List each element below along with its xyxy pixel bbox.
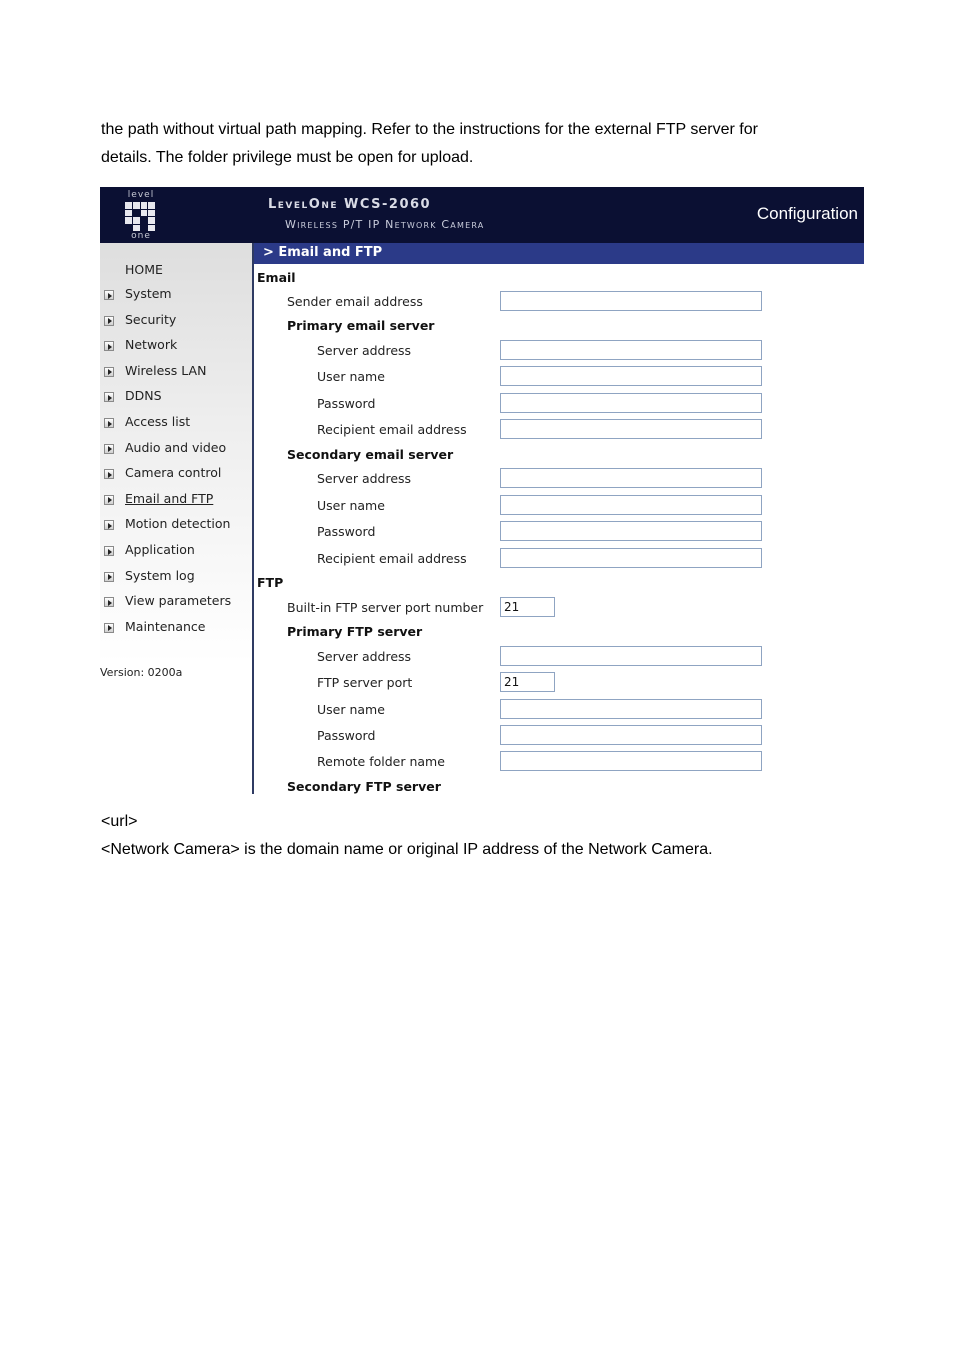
intro-line-1: the path without virtual path mapping. Refer to the instructions for the external FTP server for <box>101 121 758 138</box>
secondary-email-server-input[interactable] <box>500 468 762 488</box>
page-heading-configuration: Configuration <box>756 204 858 223</box>
arrow-right-icon <box>104 623 114 633</box>
builtin-ftp-port-label: Built-in FTP server port number <box>287 600 484 615</box>
primary-email-user-label: User name <box>317 369 385 384</box>
primary-email-server-label: Server address <box>317 343 412 358</box>
primary-ftp-server-input[interactable] <box>500 646 762 666</box>
primary-ftp-port-row <box>100 675 864 696</box>
sidebar-item-label: DDNS <box>125 388 162 404</box>
sidebar-item-label: Audio and video <box>125 439 227 455</box>
primary-ftp-server-row <box>100 649 864 670</box>
sidebar-item-maintenance[interactable] <box>100 619 250 639</box>
sidebar-item-label: Application <box>125 542 195 557</box>
secondary-email-recipient-label: Recipient email address <box>317 551 467 566</box>
primary-ftp-password-row <box>100 728 864 749</box>
section-title: > Email and FTP <box>263 245 383 260</box>
primary-email-user-row <box>100 369 864 390</box>
product-brand: LevelOne WCS-2060 <box>268 197 432 212</box>
primary-email-recipient-label: Recipient email address <box>317 422 467 437</box>
builtin-ftp-port-row <box>100 600 864 621</box>
secondary-email-password-input[interactable] <box>500 521 762 541</box>
sidebar-item-label: Access list <box>125 414 191 429</box>
secondary-email-user-label: User name <box>317 498 385 513</box>
arrow-right-icon <box>104 316 114 326</box>
intro-line-2: details. The folder privilege must be open for upload. <box>101 149 474 166</box>
sidebar-item-label: System <box>125 286 172 301</box>
arrow-right-icon <box>104 444 114 454</box>
sender-email-row <box>100 294 864 315</box>
url-line: <url> <box>101 813 138 830</box>
levelone-logo <box>123 190 157 240</box>
primary-ftp-server-label: Server address <box>317 649 412 664</box>
primary-ftp-user-row <box>100 702 864 723</box>
primary-ftp-user-input[interactable] <box>500 699 762 719</box>
primary-ftp-heading: Primary FTP server <box>287 624 423 639</box>
arrow-right-icon <box>104 572 114 582</box>
primary-email-server-input[interactable] <box>500 340 762 360</box>
sidebar-item-label: Motion detection <box>125 516 231 532</box>
email-heading: Email <box>257 270 296 285</box>
secondary-ftp-heading: Secondary FTP server <box>287 779 441 794</box>
sidebar-item-label: View parameters <box>125 593 232 609</box>
sender-email-input[interactable] <box>500 291 762 311</box>
intro-paragraph <box>101 116 861 172</box>
url-paragraph <box>101 808 861 864</box>
secondary-email-heading: Secondary email server <box>287 447 454 462</box>
sidebar-item-label: Camera control <box>125 465 222 481</box>
primary-email-server-row <box>100 343 864 364</box>
primary-email-user-input[interactable] <box>500 366 762 386</box>
primary-ftp-password-input[interactable] <box>500 725 762 745</box>
primary-email-password-row <box>100 396 864 417</box>
sidebar-item-label: Network <box>125 337 178 353</box>
secondary-email-server-label: Server address <box>317 471 412 486</box>
secondary-email-server-row <box>100 471 864 492</box>
sidebar-item-label: Security <box>125 311 177 327</box>
sidebar-home-link[interactable]: HOME <box>125 262 163 277</box>
builtin-ftp-port-input[interactable] <box>500 597 555 617</box>
camera-description-line: <Network Camera> is the domain name or original IP address of the Network Camera. <box>101 841 713 858</box>
remote-folder-input[interactable] <box>500 751 762 771</box>
secondary-email-recipient-input[interactable] <box>500 548 762 568</box>
primary-ftp-user-label: User name <box>317 702 385 717</box>
primary-ftp-port-input[interactable] <box>500 672 555 692</box>
sidebar-item-label: Maintenance <box>125 618 206 634</box>
sidebar-item-label: System log <box>125 567 195 583</box>
logo-text-bottom: one <box>131 231 151 241</box>
sidebar-item-label: Wireless LAN <box>125 362 207 378</box>
secondary-email-user-row <box>100 498 864 519</box>
primary-ftp-folder-row <box>100 754 864 775</box>
remote-folder-label: Remote folder name <box>317 754 445 769</box>
primary-email-heading: Primary email server <box>287 318 435 333</box>
primary-email-recipient-input[interactable] <box>500 419 762 439</box>
secondary-email-user-input[interactable] <box>500 495 762 515</box>
sidebar-item-label: Email and FTP <box>125 490 214 506</box>
logo-text-top: level <box>127 190 155 200</box>
ftp-heading: FTP <box>257 575 284 590</box>
secondary-email-password-row <box>100 524 864 545</box>
firmware-version: Version: 0200a <box>100 666 183 679</box>
secondary-email-password-label: Password <box>317 524 376 539</box>
primary-ftp-port-label: FTP server port <box>317 675 413 690</box>
primary-email-password-input[interactable] <box>500 393 762 413</box>
product-subtitle: Wireless P/T IP Network Camera <box>285 218 485 231</box>
logo-grid-icon <box>125 202 155 231</box>
app-header <box>100 187 864 243</box>
sender-email-label: Sender email address <box>287 294 423 309</box>
section-title-bar <box>254 243 864 264</box>
camera-config-screenshot <box>100 187 864 794</box>
primary-email-password-label: Password <box>317 396 376 411</box>
primary-email-recipient-row <box>100 422 864 443</box>
primary-ftp-password-label: Password <box>317 728 376 743</box>
secondary-email-recipient-row <box>100 551 864 572</box>
